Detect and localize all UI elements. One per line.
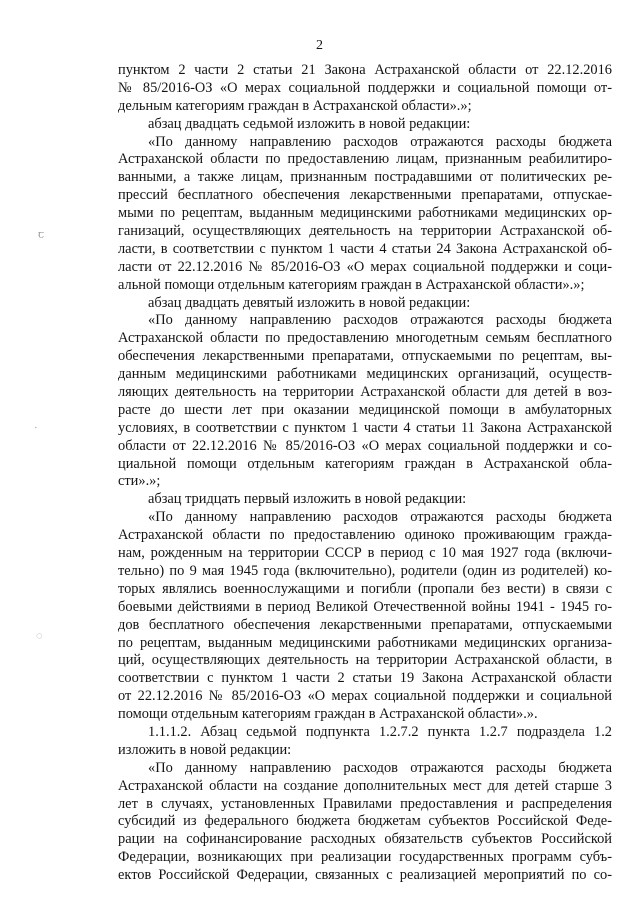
- text-line: боевыми действиями в период Великой Отечественной войны 1941 - 1945 го-: [118, 598, 612, 615]
- text-line: «По данному направлению расходов отражаются расходы бюджета: [148, 509, 612, 526]
- text-line: изложить в новой редакции:: [118, 741, 292, 758]
- text-line: абзац двадцать девятый изложить в новой редакции:: [148, 294, 471, 311]
- text-line: от 22.12.2016 № 85/2016-ОЗ «О мерах социальной поддержки и социальной: [118, 688, 612, 705]
- text-line: сти».»;: [118, 473, 161, 490]
- text-line: Астраханской области по предоставлению одиноко проживающим гражда-: [118, 527, 612, 544]
- text-line: соответствии с пунктом 1 части 2 статьи 19 Закона Астраханской области: [118, 670, 612, 687]
- text-line: по рецептам, выданным медицинскими работниками медицинских организа-: [118, 634, 612, 651]
- text-line: лет в случаях, установленных Правилами предоставления и распределения: [118, 795, 612, 812]
- text-line: нам, рожденным на территории СССР в период с 10 мая 1927 года (включи-: [118, 545, 612, 562]
- text-line: Астраханской области на создание дополнительных мест для детей старше 3: [118, 777, 612, 794]
- text-line: помощи отдельным категориям граждан в Астраханской области».».: [118, 706, 538, 723]
- text-line: ласти от 22.12.2016 № 85/2016-ОЗ «О мерах социальной поддержки и соци-: [118, 258, 612, 275]
- text-line: ганизаций, осуществляющих деятельность на территории Астраханской об-: [118, 223, 612, 240]
- text-line: «По данному направлению расходов отражаются расходы бюджета: [148, 133, 612, 150]
- page-number: 2: [316, 38, 323, 53]
- text-line: дов бесплатного обеспечения лекарственными препаратами, отпускаемыми: [118, 616, 612, 633]
- text-line: абзац тридцать первый изложить в новой редакции:: [148, 491, 467, 508]
- text-line: области от 22.12.2016 № 85/2016-ОЗ «О мерах социальной поддержки и со-: [118, 437, 612, 454]
- text-line: циальной помощи отдельным категориям граждан в Астраханской обла-: [118, 455, 612, 472]
- text-line: ций, осуществляющих деятельность на территории Астраханской области, в: [118, 652, 612, 669]
- text-line: ласти, в соответствии с пунктом 1 части 4 статьи 24 Закона Астраханской об-: [118, 240, 612, 257]
- text-line: данным медицинскими работниками медицинских организаций, осуществ-: [118, 366, 612, 383]
- text-line: пунктом 2 части 2 статьи 21 Закона Астраханской области от 22.12.2016: [118, 62, 612, 78]
- text-line: ектов Российской Федерации, связанных с реализацией мероприятий по со-: [118, 867, 612, 884]
- text-line: 1.1.1.2. Абзац седьмой подпункта 1.2.7.2 пункта 1.2.7 подраздела 1.2: [148, 723, 612, 740]
- text-line: тельно) по 9 мая 1945 года (включительно), родители (один из родителей) ко-: [118, 562, 612, 579]
- text-line: обеспечения лекарственными препаратами, отпускаемыми по рецептам, вы-: [118, 348, 612, 365]
- text-line: «По данному направлению расходов отражаются расходы бюджета: [148, 759, 612, 776]
- text-line: прессий бесплатного обеспечения лекарственными препаратами, отпускае-: [118, 187, 612, 204]
- text-line: альной помощи отдельным категориям граждан в Астраханской области».»;: [118, 276, 585, 293]
- text-line: Астраханской области по предоставлению лицам, признанным реабилитиро-: [118, 151, 612, 168]
- text-line: торых являлись военнослужащими и погибли (пропали без вести) в связи с: [118, 580, 612, 597]
- margin-scan-mark: ·: [34, 422, 38, 434]
- document-body: [118, 62, 612, 885]
- margin-scan-mark: ꞇ: [38, 229, 45, 241]
- text-line: ляющих деятельность на территории Астраханской области для детей в воз-: [118, 384, 612, 401]
- text-line: условиях, в соответствии с пунктом 1 части 4 статьи 11 Закона Астраханской: [118, 419, 612, 436]
- text-line: ванными, а также лицам, признанным пострадавшими от политических ре-: [118, 169, 612, 186]
- margin-scan-mark: ◌: [36, 630, 43, 642]
- text-line: Астраханской области по предоставлению многодетным семьям бесплатного: [118, 330, 612, 347]
- text-line: мыми по рецептам, выданным медицинскими работниками медицинских ор-: [118, 205, 612, 222]
- text-line: расте до шести лет при оказании медицинской помощи в амбулаторных: [118, 401, 612, 418]
- text-line: субсидий из федерального бюджета бюджетам субъектов Российской Феде-: [118, 813, 612, 830]
- text-line: «По данному направлению расходов отражаются расходы бюджета: [148, 312, 612, 329]
- text-line: № 85/2016-ОЗ «О мерах социальной поддержки и социальной помощи от-: [118, 79, 612, 96]
- text-line: рации на софинансирование расходных обязательств субъектов Российской: [118, 831, 612, 848]
- text-line: абзац двадцать седьмой изложить в новой редакции:: [148, 115, 471, 132]
- text-line: дельным категориям граждан в Астраханской области».»;: [118, 97, 472, 114]
- text-line: Федерации, возникающих при реализации государственных программ субъ-: [118, 849, 612, 866]
